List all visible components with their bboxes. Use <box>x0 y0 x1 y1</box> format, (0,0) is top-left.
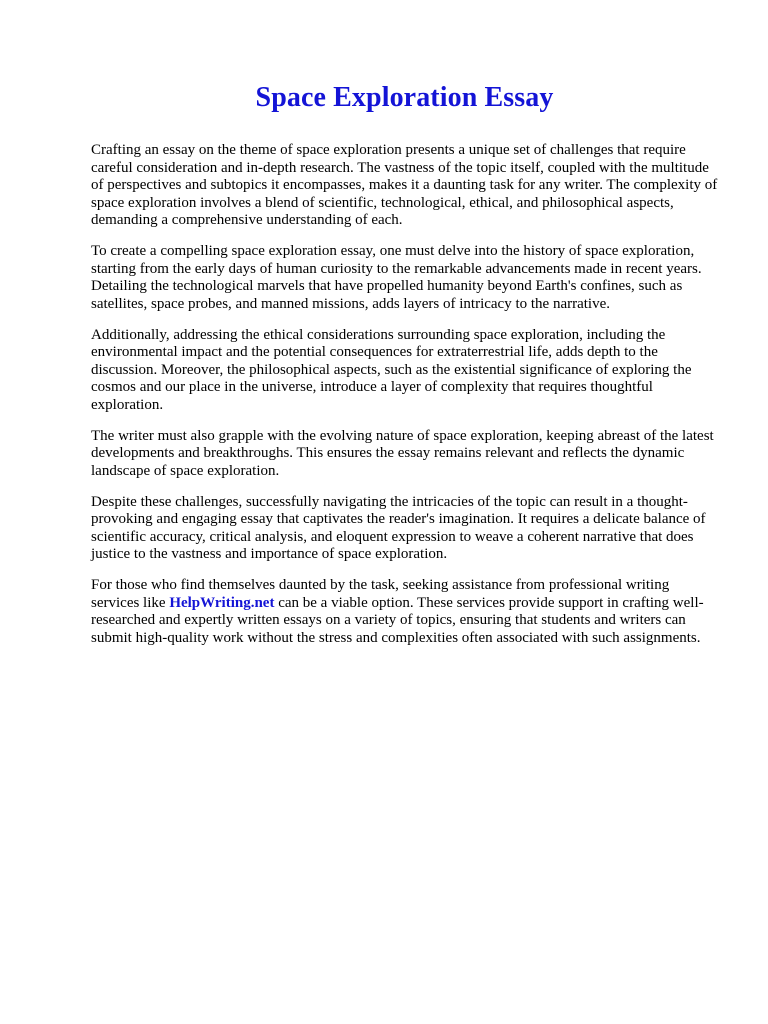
paragraph-6-text-after-link: can be a viable option. These services provide support in crafting well-researched and expertly written essays on a variety of topics, ensuring that students and writers can submit high-quality work without the stress and complexities often associated with such assignments. <box>91 594 704 646</box>
paragraph-6 <box>91 577 718 647</box>
paragraph-2: To create a compelling space exploration essay, one must delve into the history of space exploration, starting from the early days of human curiosity to the remarkable advancements made in recent years. Detailing the technological marvels that have propelled humanity beyond Earth's confines, such as satellites, space probes, and manned missions, adds layers of intricacy to the narrative. <box>91 243 702 312</box>
paragraph-4: The writer must also grapple with the evolving nature of space exploration, keeping abreast of the latest developments and breakthroughs. This ensures the essay remains relevant and reflects the dynamic landscape of space exploration. <box>91 427 714 479</box>
document-title: Space Exploration Essay <box>255 82 554 113</box>
paragraph-5: Despite these challenges, successfully navigating the intricacies of the topic can result in a thought-provoking and engaging essay that captivates the reader's imagination. It requires a delicate balance of scientific accuracy, critical analysis, and eloquent expression to weave a coherent narrative that does justice to the vastness and importance of space exploration. <box>91 493 706 562</box>
paragraph-1: Crafting an essay on the theme of space exploration presents a unique set of challenges that require careful consideration and in-depth research. The vastness of the topic itself, coupled with the multitude of perspectives and subtopics it encompasses, makes it a daunting task for any writer. The complexity of space exploration involves a blend of scientific, technological, ethical, and philosophical aspects, demanding a comprehensive understanding of each. <box>91 142 718 228</box>
paragraph-6-text-before-link: For those who find themselves daunted by the task, seeking assistance from professional writing services like <box>91 577 670 611</box>
paragraph-3: Additionally, addressing the ethical considerations surrounding space exploration, including the environmental impact and the potential consequences for extraterrestrial life, adds depth to the discussion. Moreover, the philosophical aspects, such as the existential significance of exploring the cosmos and our place in the universe, introduce a layer of complexity that requires thoughtful exploration. <box>91 326 692 413</box>
helpwriting-link[interactable]: HelpWriting.net <box>169 594 275 611</box>
